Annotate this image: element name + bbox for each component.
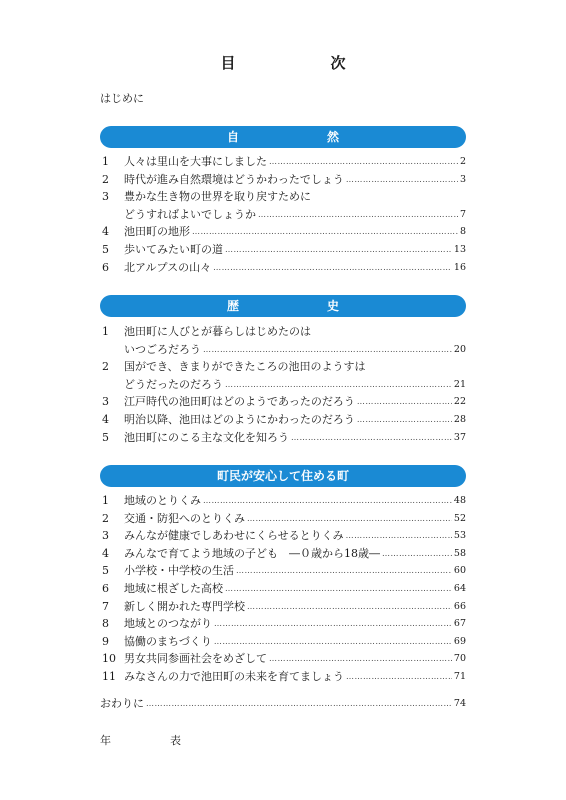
item-title: 交通・防犯へのとりくみ (124, 511, 245, 525)
toc-item[interactable] (100, 393, 466, 411)
toc-item[interactable] (100, 323, 466, 341)
leader-dots (346, 668, 452, 686)
page-number: 64 (453, 582, 466, 594)
leader-dots (225, 580, 452, 598)
page-number: 28 (453, 413, 466, 425)
page-number: 21 (453, 378, 466, 390)
page-number: 8 (459, 226, 466, 238)
item-title: 時代が進み自然環境はどうかわったでしょう (124, 172, 344, 186)
page-number: 66 (453, 600, 466, 612)
leader-dots (214, 615, 452, 633)
toc-item[interactable] (100, 615, 466, 633)
toc-item-continuation[interactable] (100, 206, 466, 224)
page-number: 60 (453, 565, 466, 577)
item-number: 5 (102, 242, 109, 256)
item-number: 4 (102, 412, 109, 426)
item-title: 地域に根ざした高校 (124, 581, 223, 595)
toc-item[interactable] (100, 527, 466, 545)
leader-dots (225, 376, 452, 394)
page-number: 48 (453, 495, 466, 506)
item-title: 明治以降、池田はどのようにかわったのだろう (124, 412, 355, 426)
leader-dots (346, 171, 458, 189)
toc-list-history (100, 323, 466, 446)
section-header-community: 町民が安心して住める町 (100, 465, 466, 487)
leader-dots (357, 411, 452, 429)
leader-dots (203, 492, 452, 510)
item-number: 9 (102, 634, 109, 648)
closing-entry[interactable] (100, 695, 466, 713)
page-number: 37 (453, 431, 466, 443)
item-title: 池田町の地形 (124, 225, 190, 239)
leader-dots (225, 241, 452, 259)
item-number: 8 (102, 617, 109, 631)
page-number: 7 (459, 208, 466, 220)
toc-item[interactable] (100, 188, 466, 206)
intro-link[interactable]: はじめに (100, 92, 144, 105)
item-number: 4 (102, 546, 109, 560)
item-title: 小学校・中学校の生活 (124, 564, 234, 578)
item-title: 池田町にのこる主な文化を知ろう (124, 430, 289, 444)
toc-list-nature (100, 153, 466, 276)
item-number: 2 (102, 360, 109, 374)
toc-item[interactable] (100, 650, 466, 668)
leader-dots (247, 598, 452, 616)
leader-dots (213, 259, 452, 277)
item-title: 江戸時代の池田町はどのようであったのだろう (124, 395, 355, 409)
page-number: 67 (453, 618, 466, 630)
item-title: 池田町に人びとが暮らしはじめたのは (124, 325, 311, 338)
item-title: みなさんの力で池田町の未来を育てましょう (124, 669, 344, 683)
leader-dots (247, 510, 452, 528)
page-number: 3 (459, 173, 466, 185)
page-number: 53 (453, 530, 466, 542)
page-number: 2 (459, 156, 466, 167)
item-title: 北アルプスの山々 (124, 260, 212, 274)
leader-dots (382, 545, 452, 563)
leader-dots (146, 695, 452, 713)
page-title: 目 次 (220, 54, 386, 72)
leader-dots (357, 393, 452, 411)
item-number: 2 (102, 511, 109, 525)
leader-dots (291, 429, 452, 447)
page-number: 13 (453, 243, 466, 255)
toc-item-continuation[interactable] (100, 341, 466, 359)
leader-dots (258, 206, 458, 224)
item-number: 5 (102, 564, 109, 578)
item-number: 7 (102, 599, 109, 613)
page-number: 22 (453, 396, 466, 408)
leader-dots (269, 153, 458, 171)
item-number: 3 (102, 190, 109, 204)
item-title: みんなが健康でしあわせにくらせるとりくみ (124, 529, 344, 543)
item-title: いつごろだろう (124, 342, 201, 356)
item-title: 地域のとりくみ (124, 494, 201, 507)
item-number: 3 (102, 529, 109, 543)
leader-dots (203, 341, 452, 359)
page-number: 58 (453, 547, 466, 559)
leader-dots (192, 223, 458, 241)
toc-item[interactable] (100, 153, 466, 171)
item-title: 地域とのつながり (124, 617, 212, 631)
leader-dots (236, 562, 452, 580)
page-number: 74 (453, 698, 466, 709)
item-title: どうだったのだろう (124, 377, 223, 391)
toc-item[interactable] (100, 492, 466, 510)
section-header-nature: 自 然 (100, 126, 466, 148)
leader-dots (214, 633, 452, 651)
page-number: 20 (453, 343, 466, 355)
item-title: 新しく開かれた専門学校 (124, 599, 245, 613)
item-number: 1 (102, 494, 109, 507)
toc-item[interactable] (100, 598, 466, 616)
leader-dots (346, 527, 452, 545)
item-number: 11 (102, 669, 116, 683)
toc-item[interactable] (100, 562, 466, 580)
toc-item[interactable] (100, 510, 466, 528)
toc-item[interactable] (100, 241, 466, 259)
leader-dots (269, 650, 452, 668)
item-number: 6 (102, 581, 109, 595)
toc-item[interactable] (100, 545, 466, 563)
toc-item[interactable] (100, 259, 466, 277)
toc-item[interactable] (100, 411, 466, 429)
toc-list-community (100, 492, 466, 686)
item-number: 5 (102, 430, 109, 444)
page-number: 16 (453, 261, 466, 273)
item-title: 人々は里山を大事にしました (124, 155, 267, 168)
item-title: 協働のまちづくり (124, 634, 212, 648)
item-number: 6 (102, 260, 109, 274)
toc-item[interactable] (100, 668, 466, 686)
page-number: 52 (453, 512, 466, 524)
page-number: 70 (453, 653, 466, 665)
item-number: 10 (102, 652, 116, 666)
toc-item[interactable] (100, 580, 466, 598)
toc-item-continuation[interactable] (100, 376, 466, 394)
item-title: 国ができ、きまりができたころの池田のようすは (124, 360, 366, 374)
closing-title: おわりに (100, 697, 144, 710)
item-number: 1 (102, 325, 109, 338)
section-header-history: 歴 史 (100, 295, 466, 317)
toc-item[interactable] (100, 429, 466, 447)
toc-item[interactable] (100, 358, 466, 376)
item-number: 4 (102, 225, 109, 239)
item-title: みんなで育てよう地域の子ども ―０歳から18歳― (124, 546, 380, 560)
item-number: 3 (102, 395, 109, 409)
item-title: どうすればよいでしょうか (124, 207, 256, 221)
item-title: 歩いてみたい町の道 (124, 242, 223, 256)
item-number: 1 (102, 155, 109, 168)
chronology-link[interactable]: 年 表 (100, 734, 205, 747)
page-number: 69 (453, 635, 466, 647)
page-number: 71 (453, 670, 466, 682)
item-title: 男女共同参画社会をめざして (124, 652, 267, 666)
toc-item[interactable] (100, 223, 466, 241)
toc-item[interactable] (100, 633, 466, 651)
item-number: 2 (102, 172, 109, 186)
item-title: 豊かな生き物の世界を取り戻すために (124, 190, 311, 204)
toc-item[interactable] (100, 171, 466, 189)
